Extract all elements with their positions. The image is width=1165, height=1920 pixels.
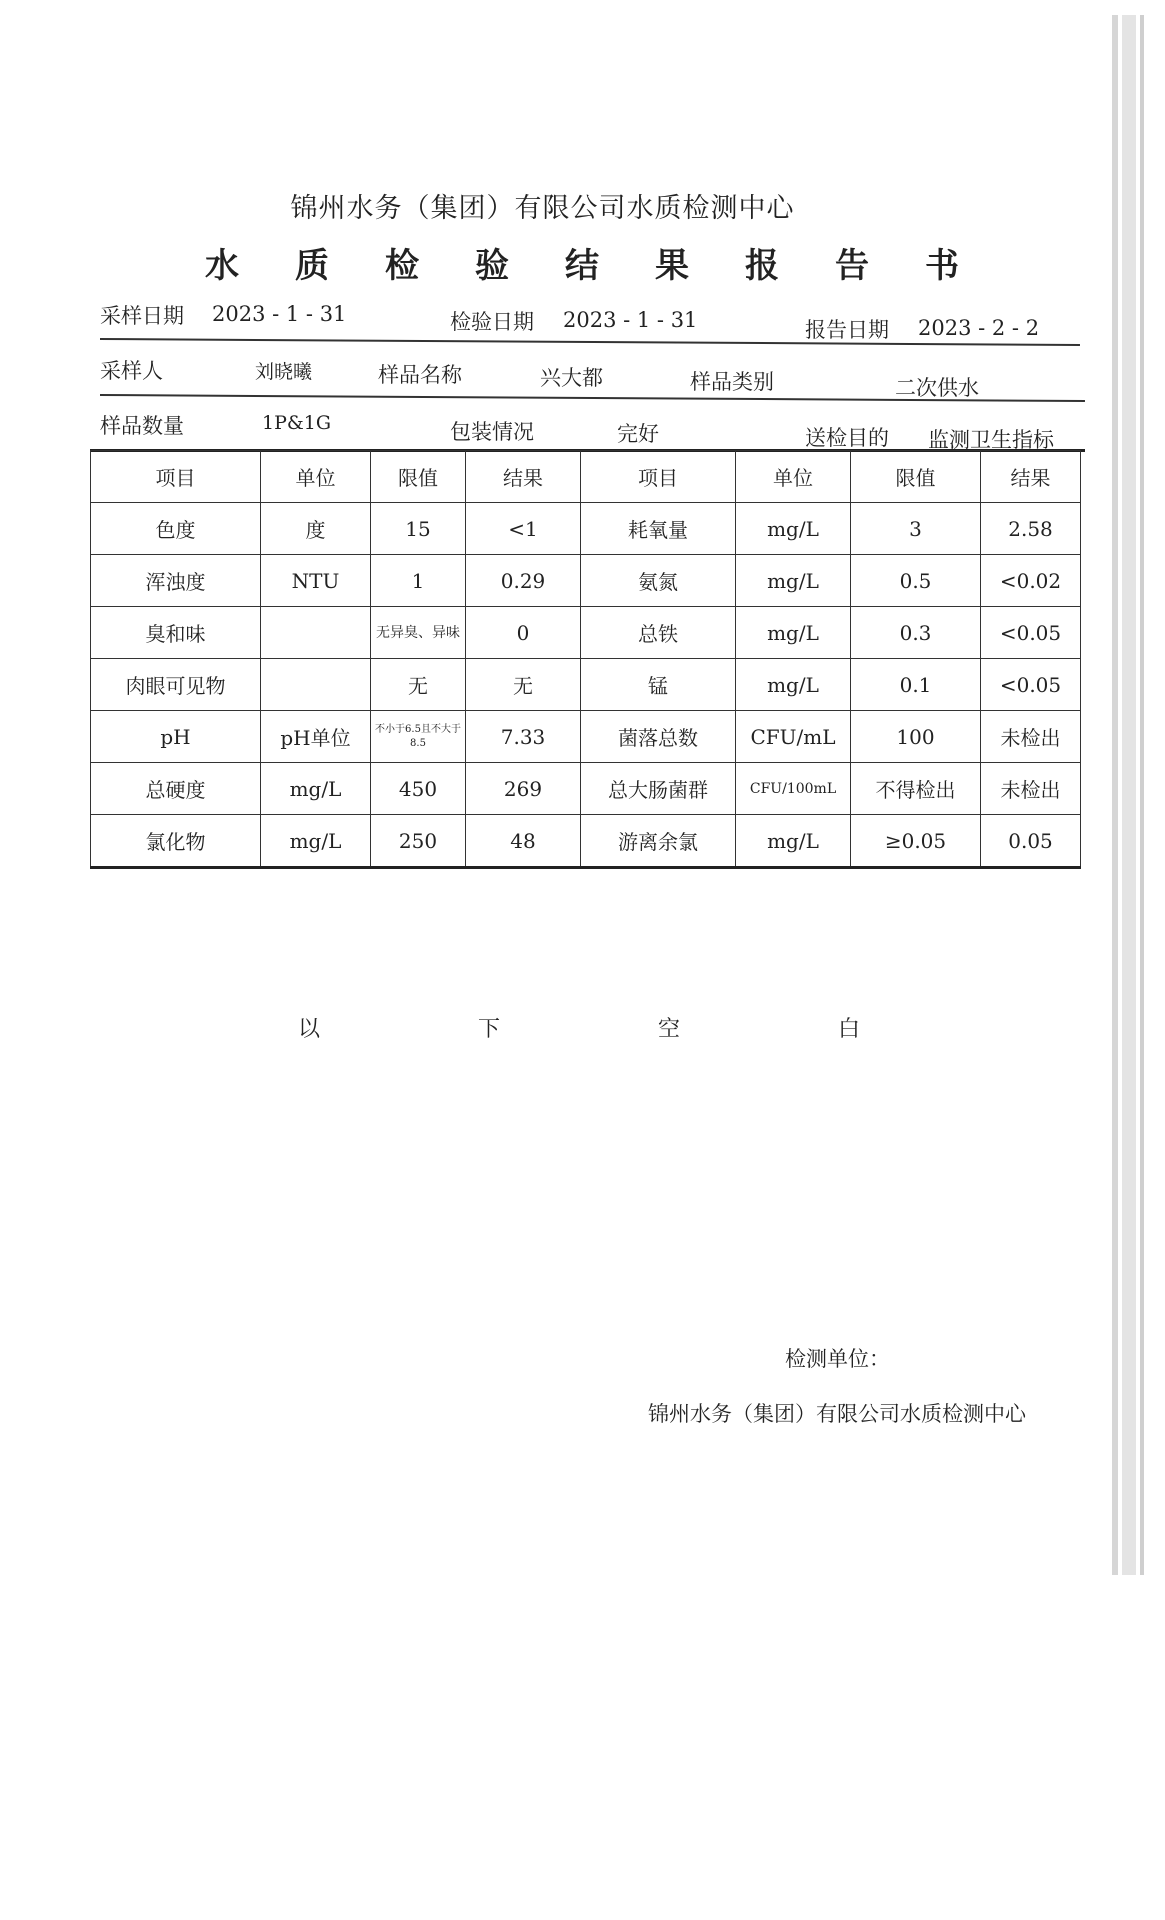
table-header-row bbox=[91, 451, 1081, 503]
table-row bbox=[91, 659, 1081, 711]
blank-note-char: 空 bbox=[658, 1017, 681, 1042]
header-cell: 结果 bbox=[466, 451, 581, 503]
table-row bbox=[91, 555, 1081, 607]
scan-edge-shadow bbox=[1140, 15, 1144, 1575]
item-cell: 耗氧量 bbox=[581, 503, 736, 555]
quantity-label: 样品数量 bbox=[100, 414, 184, 438]
result-cell: 48 bbox=[466, 815, 581, 868]
header-cell: 单位 bbox=[736, 451, 851, 503]
limit-cell: 0.3 bbox=[851, 607, 981, 659]
table-row bbox=[91, 607, 1081, 659]
result-cell: 0.29 bbox=[466, 555, 581, 607]
result-cell: 269 bbox=[466, 763, 581, 815]
item-cell: 氯化物 bbox=[91, 815, 261, 868]
item-cell: 游离余氯 bbox=[581, 815, 736, 868]
sampler-label: 采样人 bbox=[100, 359, 163, 383]
item-cell: 肉眼可见物 bbox=[91, 659, 261, 711]
sampling-date: 2023 - 1 - 31 bbox=[212, 302, 347, 326]
unit-cell bbox=[261, 607, 371, 659]
unit-cell: mg/L bbox=[736, 503, 851, 555]
unit-cell: mg/L bbox=[736, 555, 851, 607]
header-cell: 结果 bbox=[981, 451, 1081, 503]
limit-cell: 250 bbox=[371, 815, 466, 868]
scan-edge-shadow bbox=[1122, 15, 1136, 1575]
item-cell: 总铁 bbox=[581, 607, 736, 659]
unit-cell: CFU/100mL bbox=[736, 763, 851, 815]
limit-cell: 3 bbox=[851, 503, 981, 555]
result-cell: 0.05 bbox=[981, 815, 1081, 868]
unit-cell: mg/L bbox=[736, 607, 851, 659]
blank-note-char: 下 bbox=[478, 1017, 501, 1042]
packaging-label: 包装情况 bbox=[450, 420, 534, 444]
limit-cell: 无 bbox=[371, 659, 466, 711]
limit-cell: ≥0.05 bbox=[851, 815, 981, 868]
sampling-date-label: 采样日期 bbox=[100, 304, 184, 328]
result-cell: 无 bbox=[466, 659, 581, 711]
scan-edge-shadow bbox=[1112, 15, 1118, 1575]
report-date-label: 报告日期 bbox=[805, 318, 889, 342]
unit-cell: mg/L bbox=[261, 815, 371, 868]
limit-cell: 1 bbox=[371, 555, 466, 607]
blank-note-char: 白 bbox=[838, 1017, 861, 1042]
report-title: 水质检验结果报告书 bbox=[205, 246, 1015, 286]
item-cell: 总大肠菌群 bbox=[581, 763, 736, 815]
result-cell: <1 bbox=[466, 503, 581, 555]
limit-cell: 不小于6.5且不大于8.5 bbox=[371, 711, 466, 763]
result-cell: 未检出 bbox=[981, 763, 1081, 815]
header-cell: 限值 bbox=[851, 451, 981, 503]
testing-unit-label: 检测单位： bbox=[785, 1347, 890, 1371]
limit-cell: 无异臭、异味 bbox=[371, 607, 466, 659]
sample-type: 二次供水 bbox=[895, 376, 979, 400]
limit-cell: 450 bbox=[371, 763, 466, 815]
results-table bbox=[90, 450, 1081, 869]
unit-cell: mg/L bbox=[261, 763, 371, 815]
result-cell: 0 bbox=[466, 607, 581, 659]
sample-quantity: 1P&1G bbox=[262, 412, 332, 434]
blank-note-char: 以 bbox=[298, 1017, 321, 1042]
header-cell: 限值 bbox=[371, 451, 466, 503]
table-row bbox=[91, 503, 1081, 555]
sampler-name: 刘晓曦 bbox=[255, 361, 313, 383]
test-date: 2023 - 1 - 31 bbox=[563, 308, 698, 332]
limit-cell: 0.5 bbox=[851, 555, 981, 607]
unit-cell: 度 bbox=[261, 503, 371, 555]
item-cell: 浑浊度 bbox=[91, 555, 261, 607]
table-row bbox=[91, 711, 1081, 763]
result-cell: <0.05 bbox=[981, 659, 1081, 711]
sample-name-label: 样品名称 bbox=[378, 363, 462, 387]
sample-type-label: 样品类别 bbox=[690, 370, 774, 394]
organization-title: 锦州水务（集团）有限公司水质检测中心 bbox=[290, 193, 795, 224]
purpose-label: 送检目的 bbox=[805, 426, 889, 450]
table-row bbox=[91, 815, 1081, 868]
item-cell: 菌落总数 bbox=[581, 711, 736, 763]
unit-cell: mg/L bbox=[736, 815, 851, 868]
item-cell: 总硬度 bbox=[91, 763, 261, 815]
result-cell: <0.02 bbox=[981, 555, 1081, 607]
unit-cell: pH单位 bbox=[261, 711, 371, 763]
item-cell: 锰 bbox=[581, 659, 736, 711]
header-cell: 项目 bbox=[581, 451, 736, 503]
item-cell: pH bbox=[91, 711, 261, 763]
limit-cell: 0.1 bbox=[851, 659, 981, 711]
header-cell: 单位 bbox=[261, 451, 371, 503]
unit-cell: CFU/mL bbox=[736, 711, 851, 763]
report-date: 2023 - 2 - 2 bbox=[918, 316, 1040, 340]
result-cell: 2.58 bbox=[981, 503, 1081, 555]
sample-name: 兴大都 bbox=[540, 366, 603, 390]
result-cell: <0.05 bbox=[981, 607, 1081, 659]
table-row bbox=[91, 763, 1081, 815]
unit-cell bbox=[261, 659, 371, 711]
test-date-label: 检验日期 bbox=[450, 310, 534, 334]
unit-cell: mg/L bbox=[736, 659, 851, 711]
packaging-status: 完好 bbox=[617, 422, 659, 446]
limit-cell: 100 bbox=[851, 711, 981, 763]
unit-cell: NTU bbox=[261, 555, 371, 607]
item-cell: 臭和味 bbox=[91, 607, 261, 659]
limit-cell: 15 bbox=[371, 503, 466, 555]
header-cell: 项目 bbox=[91, 451, 261, 503]
limit-cell: 不得检出 bbox=[851, 763, 981, 815]
item-cell: 氨氮 bbox=[581, 555, 736, 607]
testing-unit-name: 锦州水务（集团）有限公司水质检测中心 bbox=[648, 1402, 1026, 1426]
result-cell: 7.33 bbox=[466, 711, 581, 763]
test-purpose: 监测卫生指标 bbox=[928, 428, 1054, 452]
item-cell: 色度 bbox=[91, 503, 261, 555]
result-cell: 未检出 bbox=[981, 711, 1081, 763]
